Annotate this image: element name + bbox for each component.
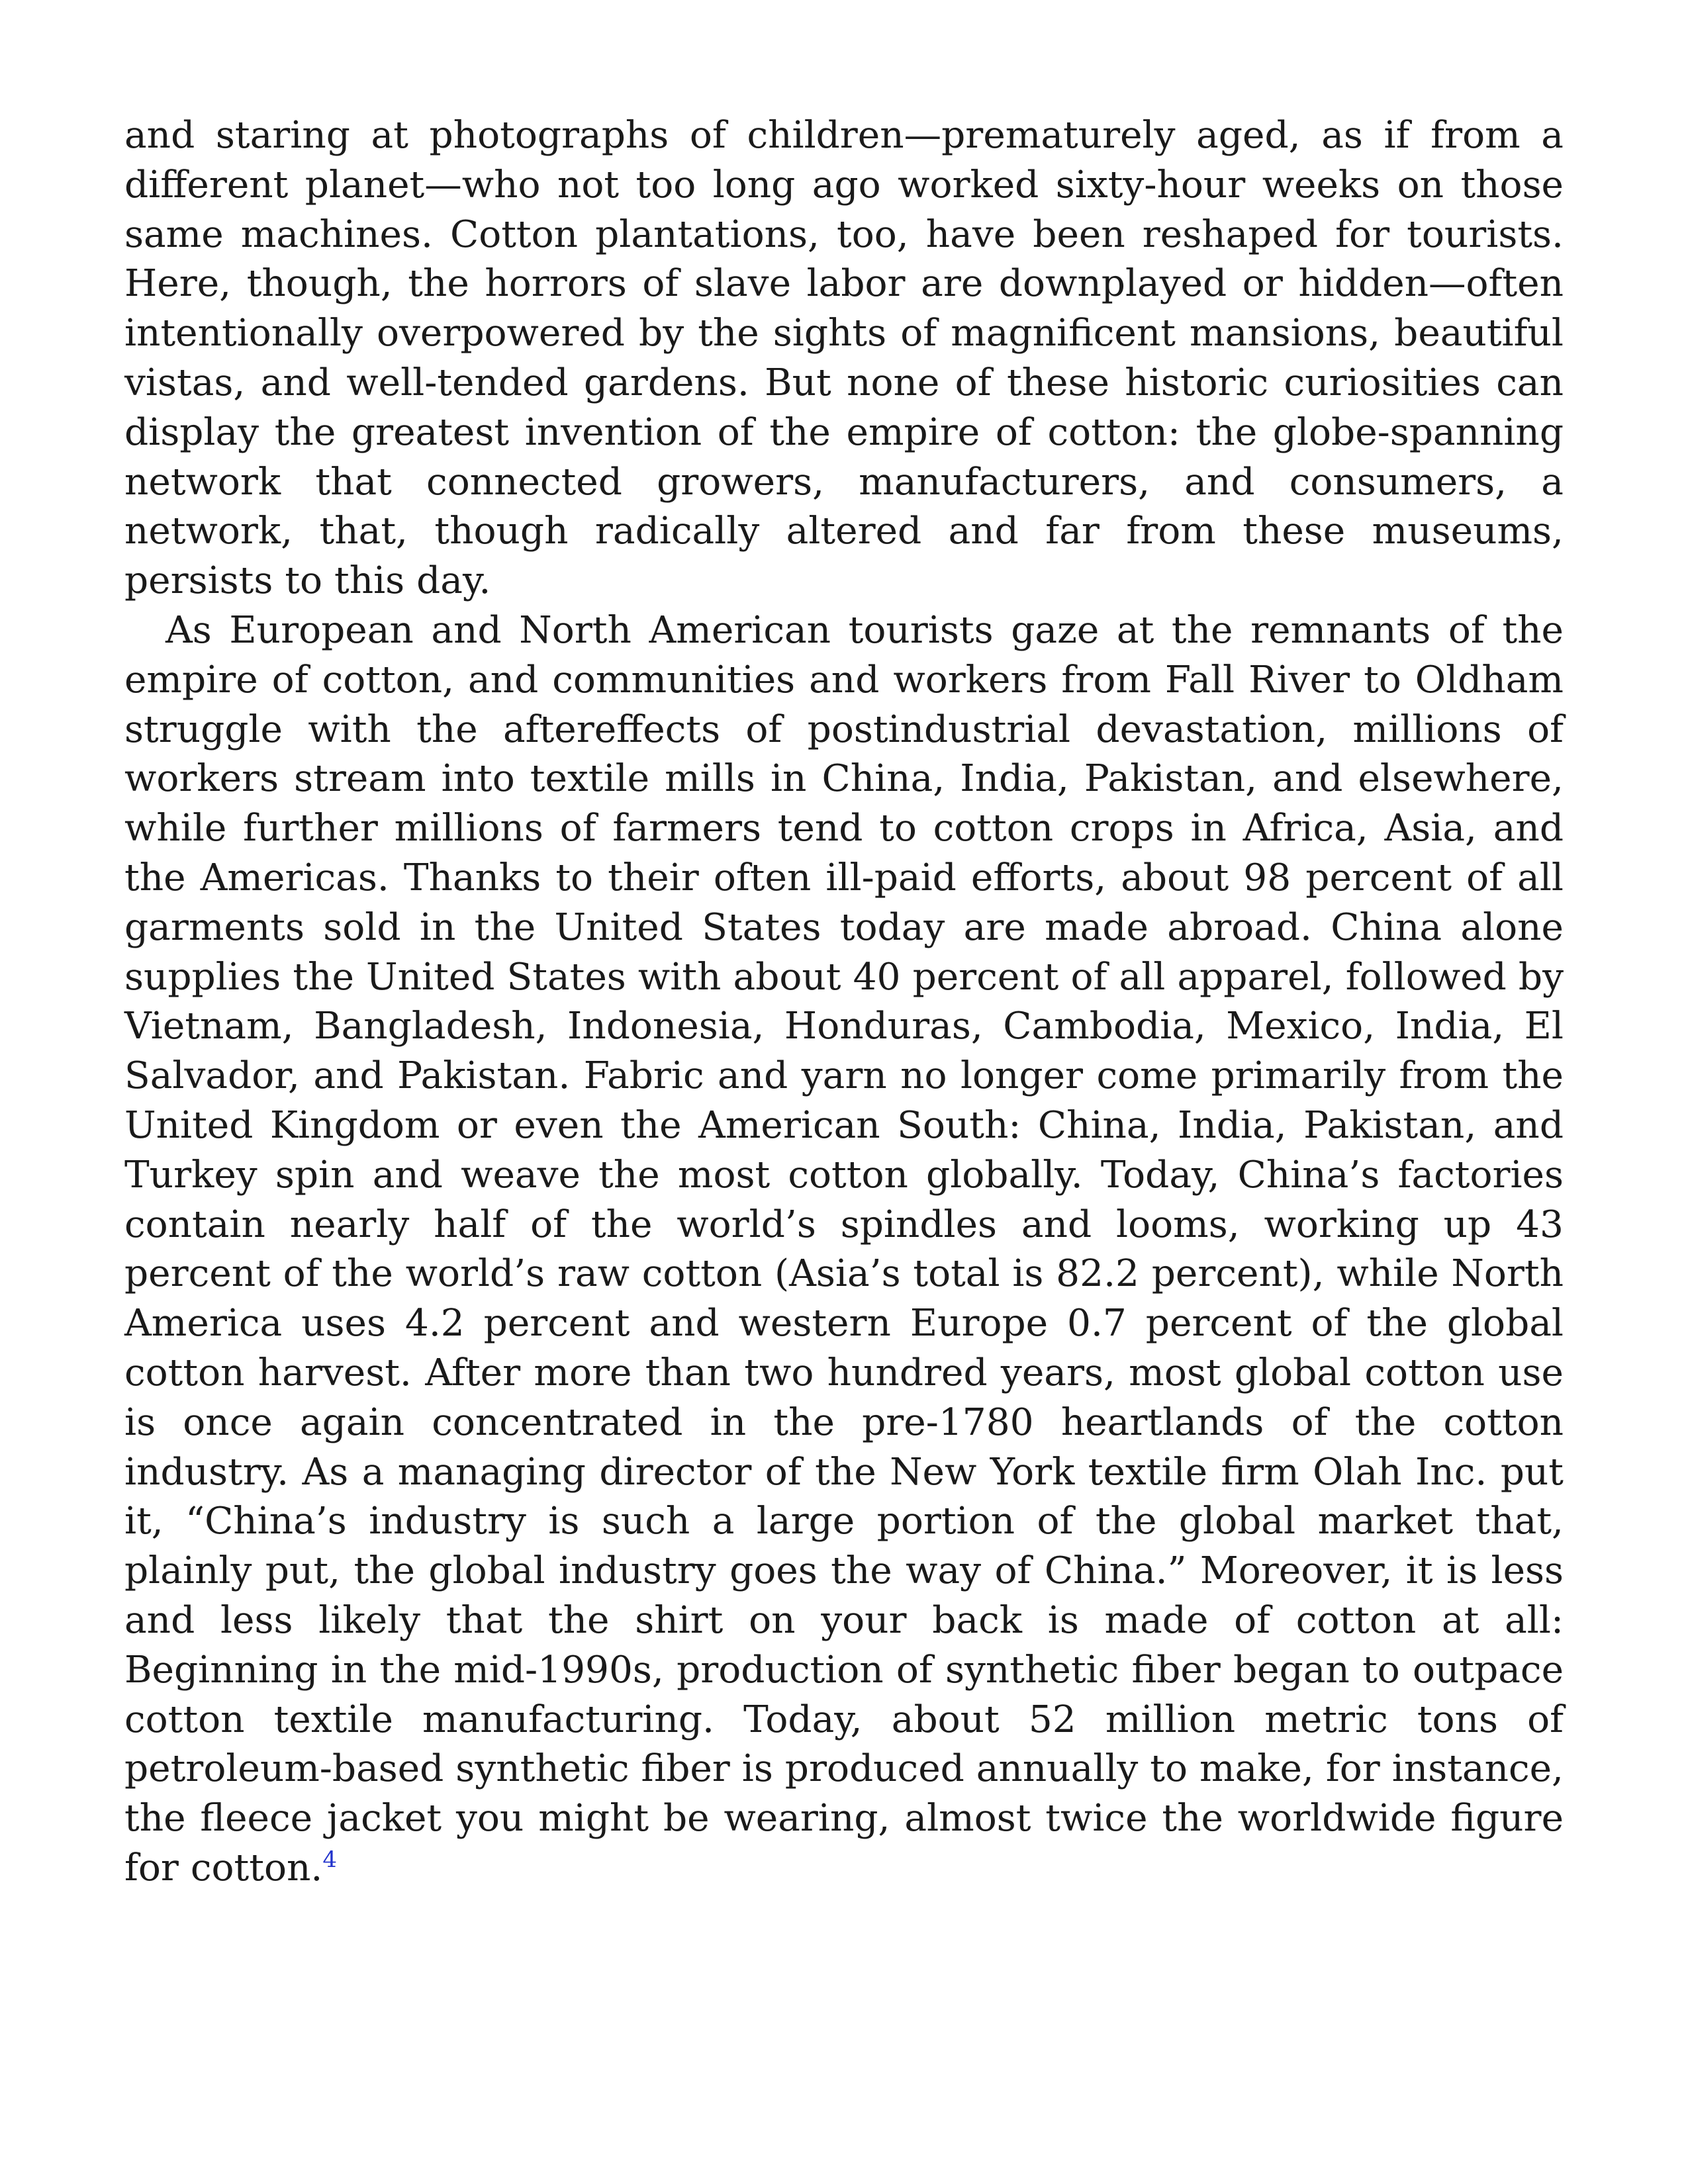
paragraph-continued: and staring at photographs of children—prematurely aged, as if from a different planet—who not too long ago worked sixty-hour weeks on those same machines. Cotton plantations, too, have been reshaped for tourists. Here, though, the horrors of slave labor are downplayed or hidden—often intentionally overpowered by the sights of magnificent mansions, beautiful vistas, and well-tended gardens. But none of these historic curiosities can display the greatest invention of the empire of cotton: the globe-spanning network that connected growers, manufacturers, and consumers, a network, that, though radically altered and far from these museums, persists to this day. [124,114,1564,603]
paragraph-tourists-cotton-empire [124,606,1564,1893]
book-page [124,111,1564,1893]
paragraph-text: As European and North American tourists gaze at the remnants of the empire of cotton, and communities and workers from Fall River to Oldham struggle with the aftereffects of postindustrial devastation, millions of workers stream into textile mills in China, India, Pakistan, and elsewhere, while further millions of farmers tend to cotton crops in Africa, Asia, and the Americas. Thanks to their often ill-paid efforts, about 98 percent of all garments sold in the United States today are made abroad. China alone supplies the United States with about 40 percent of all apparel, followed by Vietnam, Bangladesh, Indonesia, Honduras, Cambodia, Mexico, India, El Salvador, and Pakistan. Fabric and yarn no longer come primarily from the United Kingdom or even the American South: China, India, Pakistan, and Turkey spin and weave the most cotton globally. Today, China’s factories contain nearly half of the world’s spindles and looms, working up 43 percent of the world’s raw cotton (Asia’s total is 82.2 percent), while North America uses 4.2 percent and western Europe 0.7 percent of the global cotton harvest. After more than two hundred years, most global cotton use is once again concentrated in the pre-1780 heartlands of the cotton industry. As a managing director of the New York textile firm Olah Inc. put it, “China’s industry is such a large portion of the global market that, plainly put, the global industry goes the way of China.” Moreover, it is less and less likely that the shirt on your back is made of cotton at all: Beginning in the mid-1990s, production of synthetic fiber began to outpace cotton textile manufacturing. Today, about 52 million metric tons of petroleum-based synthetic fiber is produced annually to make, for instance, the fleece jacket you might be wearing, almost twice the worldwide figure for cotton. [124,608,1564,1889]
footnote-link[interactable]: 4 [322,1846,337,1874]
